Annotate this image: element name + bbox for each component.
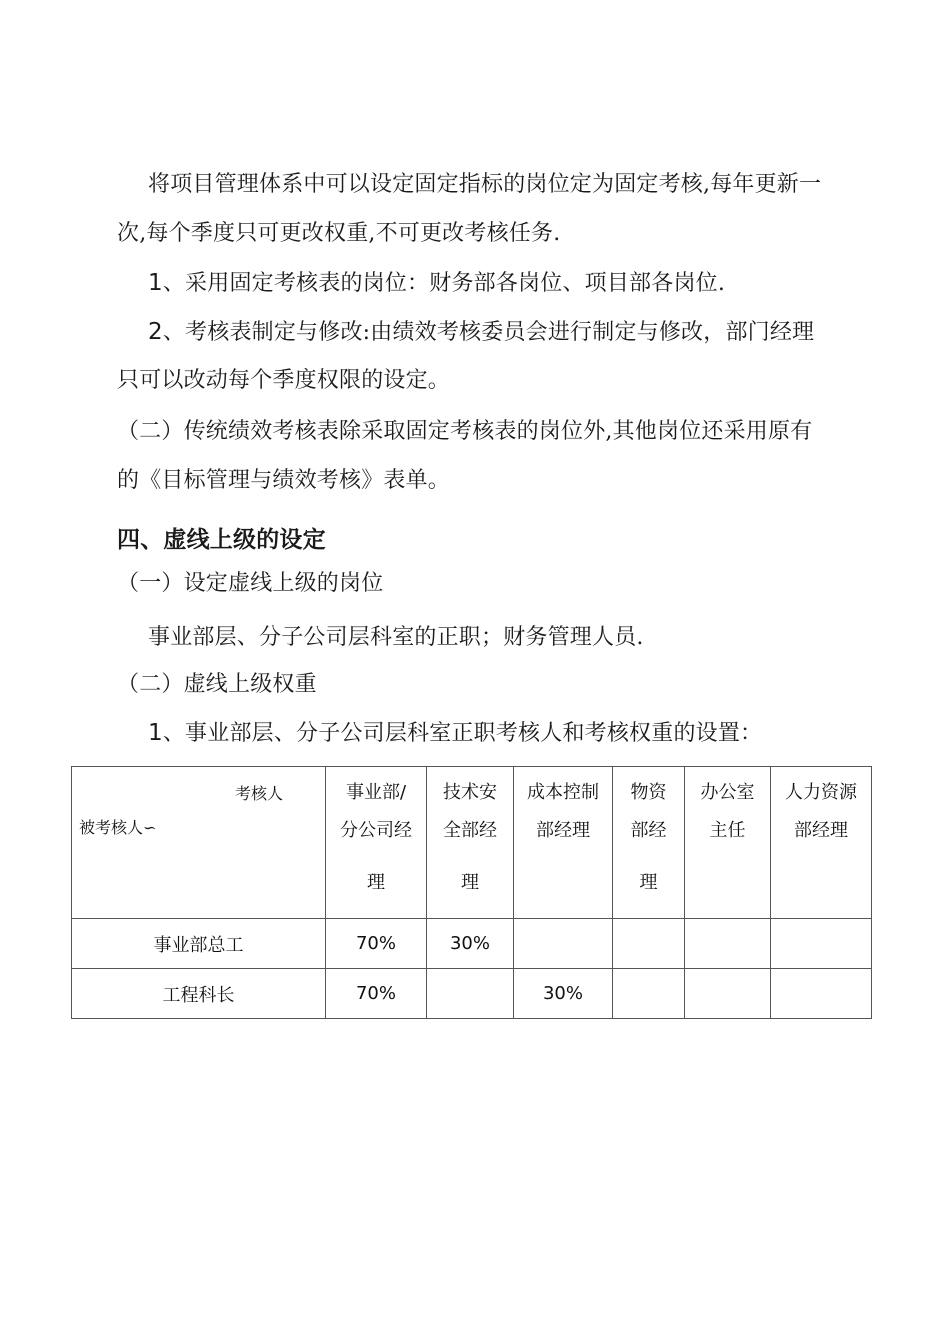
subsection-heading: （一）设定虚线上级的岗位 [117, 571, 384, 596]
table-cell [771, 919, 872, 969]
list-number: 2 [148, 319, 163, 345]
column-header: 技术安 全部经 理 [427, 767, 514, 919]
paragraph-line: （二）传统绩效考核表除采取固定考核表的岗位外,其他岗位还采用原有 [117, 419, 813, 444]
table-cell: 70% [326, 969, 427, 1019]
table-corner-cell [72, 767, 326, 919]
table-row [72, 919, 872, 969]
row-label: 事业部总工 [72, 919, 326, 969]
table-cell [613, 969, 685, 1019]
table-header-row [72, 767, 872, 919]
paragraph-line: 的《目标管理与绩效考核》表单。 [117, 468, 451, 493]
list-item-1 [148, 268, 725, 299]
table-cell: 30% [427, 919, 514, 969]
subsection-heading: （二）虚线上级权重 [117, 672, 317, 697]
table-cell [771, 969, 872, 1019]
table-cell [613, 919, 685, 969]
weight-table [71, 766, 872, 1019]
paragraph-line: 次,每个季度只可更改权重,不可更改考核任务. [117, 221, 561, 246]
paragraph-line: 将项目管理体系中可以设定固定指标的岗位定为固定考核,每年更新一 [148, 172, 822, 197]
table-cell: 30% [514, 969, 613, 1019]
column-header: 物资 部经 理 [613, 767, 685, 919]
column-header: 事业部/ 分公司经 理 [326, 767, 427, 919]
list-text: 、采用固定考核表的岗位：财务部各岗位、项目部各岗位. [162, 271, 726, 296]
column-header: 人力资源 部经理 [771, 767, 872, 919]
table-cell: 70% [326, 919, 427, 969]
column-header: 办公室 主任 [685, 767, 771, 919]
paragraph-line: 只可以改动每个季度权限的设定。 [117, 368, 451, 393]
row-label: 工程科长 [72, 969, 326, 1019]
table-cell [685, 969, 771, 1019]
table-cell [685, 919, 771, 969]
list-number: 1 [148, 720, 163, 746]
list-text: 、事业部层、分子公司层科室正职考核人和考核权重的设置： [162, 721, 763, 746]
corner-bottom-label: 被考核人∽ [79, 818, 157, 837]
list-number: 1 [148, 270, 163, 296]
table-cell [427, 969, 514, 1019]
table-cell [514, 919, 613, 969]
corner-top-label: 考核人 [235, 784, 284, 803]
list-text: 、考核表制定与修改:由绩效考核委员会进行制定与修改，部门经理 [162, 320, 815, 345]
column-header: 成本控制 部经理 [514, 767, 613, 919]
list-item-1 [148, 718, 762, 749]
section-heading: 四、虚线上级的设定 [117, 527, 326, 553]
list-item-2 [148, 317, 814, 348]
table-row [72, 969, 872, 1019]
paragraph-line: 事业部层、分子公司层科室的正职；财务管理人员. [148, 625, 644, 650]
